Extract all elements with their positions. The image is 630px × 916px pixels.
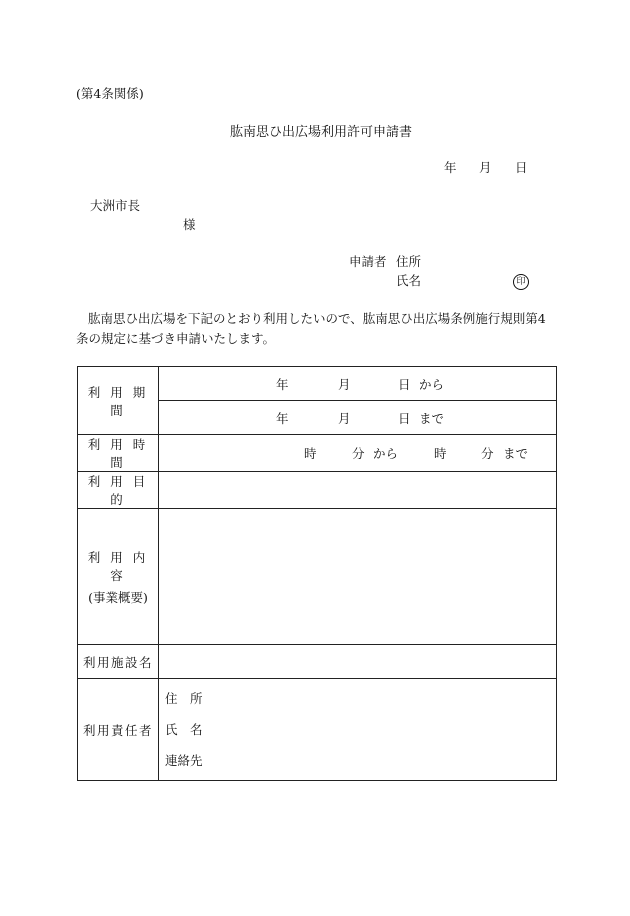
time-from-hour: 時 <box>304 446 317 461</box>
time-to-hour: 時 <box>434 446 447 461</box>
date-day: 日 <box>515 160 528 175</box>
period-from-cell[interactable] <box>159 367 557 401</box>
time-from-suffix: から <box>373 446 399 461</box>
period-to-cell[interactable] <box>159 401 557 435</box>
period-to-year: 年 <box>276 410 289 426</box>
document-title: 肱南思ひ出広場利用許可申請書 <box>230 125 413 140</box>
applicant-role: 申請者 <box>349 254 387 269</box>
period-to-month: 月 <box>338 410 351 426</box>
responsible-contact-label: 連絡先 <box>165 753 203 768</box>
date-month: 月 <box>479 160 492 175</box>
date-line <box>0 162 630 176</box>
facility-row <box>78 645 557 679</box>
time-to-minute: 分 <box>481 446 494 461</box>
article-reference: (第4条関係) <box>76 86 144 101</box>
applicant-name-label: 氏名 <box>396 273 422 288</box>
purpose-row <box>78 472 557 509</box>
period-row-1 <box>78 367 557 401</box>
period-to-suffix: まで <box>419 410 445 426</box>
addressee-honorific: 様 <box>183 217 196 232</box>
content-row <box>78 509 557 645</box>
responsible-name-label: 氏 名 <box>165 722 203 737</box>
facility-input-cell[interactable] <box>159 645 557 679</box>
responsible-address-label: 住 所 <box>165 691 203 706</box>
responsible-label: 利用責任者 <box>78 679 159 781</box>
application-statement: 肱南思ひ出広場を下記のとおり利用したいので、肱南思ひ出広場条例施行規則第4条の規定に基づき申請いたします。 <box>76 311 546 346</box>
period-from-year: 年 <box>276 376 289 392</box>
period-to-day: 日 <box>398 410 411 426</box>
time-from-minute: 分 <box>352 446 365 461</box>
time-to-suffix: まで <box>503 446 529 461</box>
addressee-name: 大洲市長 <box>90 198 141 213</box>
content-label-cell <box>78 509 159 645</box>
period-from-month: 月 <box>338 376 351 392</box>
applicant-address-label: 住所 <box>396 254 422 269</box>
time-label: 利 用 時 間 <box>78 435 159 472</box>
responsible-cell[interactable] <box>159 679 557 781</box>
content-input-cell[interactable] <box>159 509 557 645</box>
purpose-input-cell[interactable] <box>159 472 557 509</box>
responsible-row <box>78 679 557 781</box>
period-from-suffix: から <box>419 376 445 392</box>
facility-label: 利用施設名 <box>78 645 159 679</box>
period-from-day: 日 <box>398 376 411 392</box>
application-form-table <box>77 366 557 781</box>
date-year: 年 <box>444 160 457 175</box>
period-label: 利 用 期 間 <box>78 367 159 435</box>
seal-mark-icon: 印 <box>513 274 529 290</box>
purpose-label: 利 用 目 的 <box>78 472 159 509</box>
time-cell[interactable] <box>159 435 557 472</box>
content-label: 利 用 内 容 <box>87 549 149 583</box>
time-row <box>78 435 557 472</box>
content-sublabel: (事業概要) <box>88 589 148 605</box>
